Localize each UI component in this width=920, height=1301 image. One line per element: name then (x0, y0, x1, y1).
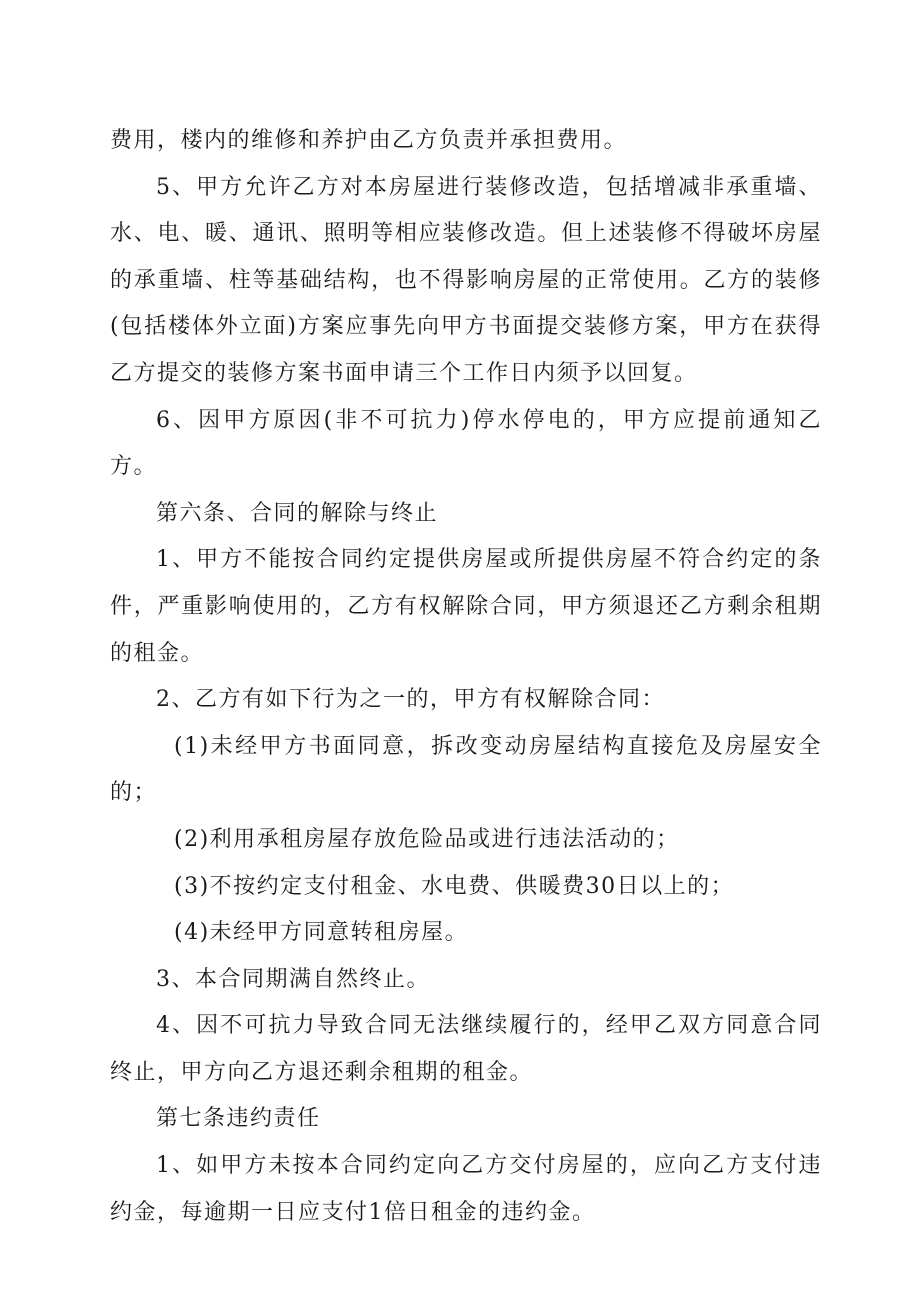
list-item-4: (4)未经甲方同意转租房屋。 (174, 920, 469, 946)
list-item-1: (1)未经甲方书面同意，拆改变动房屋结构直接危及房屋安全的； (110, 733, 822, 806)
paragraph-termination-2: 2、乙方有如下行为之一的，甲方有权解除合同： (156, 687, 665, 713)
paragraph-termination-1: 1、甲方不能按合同约定提供房屋或所提供房屋不符合约定的条件，严重影响使用的，乙方有权解除合同，甲方须退还乙方剩余租期的租金。 (110, 547, 822, 666)
paragraph-clause-5-renovation: 5、甲方允许乙方对本房屋进行装修改造，包括增减非承重墙、水、电、暖、通讯、照明等相应装修改造。但上述装修不得破坏房屋的承重墙、柱等基础结构，也不得影响房屋的正常使用。乙方的装修(包括楼体外立面)方案应事先向甲方书面提交装修方案，甲方在获得乙方提交的装修方案书面申请三个工作日内须予以回复。 (110, 174, 822, 386)
section-heading-article-6: 第六条、合同的解除与终止 (156, 500, 439, 526)
section-heading-article-7: 第七条违约责任 (156, 1106, 321, 1132)
list-item-3: (3)不按约定支付租金、水电费、供暖费30日以上的； (174, 873, 735, 899)
paragraph-clause-6-water-power: 6、因甲方原因(非不可抗力)停水停电的，甲方应提前通知乙方。 (110, 407, 822, 480)
document-body (110, 118, 822, 1236)
paragraph-termination-4: 4、因不可抗力导致合同无法继续履行的，经甲乙双方同意合同终止，甲方向乙方退还剩余租期的租金。 (110, 1013, 822, 1085)
paragraph-termination-3: 3、本合同期满自然终止。 (156, 966, 430, 992)
paragraph-liability-1: 1、如甲方未按本合同约定向乙方交付房屋的，应向乙方支付违约金，每逾期一日应支付1倍日租金的违约金。 (110, 1153, 822, 1225)
paragraph-maintenance-cost: 费用，楼内的维修和养护由乙方负责并承担费用。 (110, 128, 628, 153)
list-item-2: (2)利用承租房屋存放危险品或进行违法活动的； (174, 826, 680, 852)
